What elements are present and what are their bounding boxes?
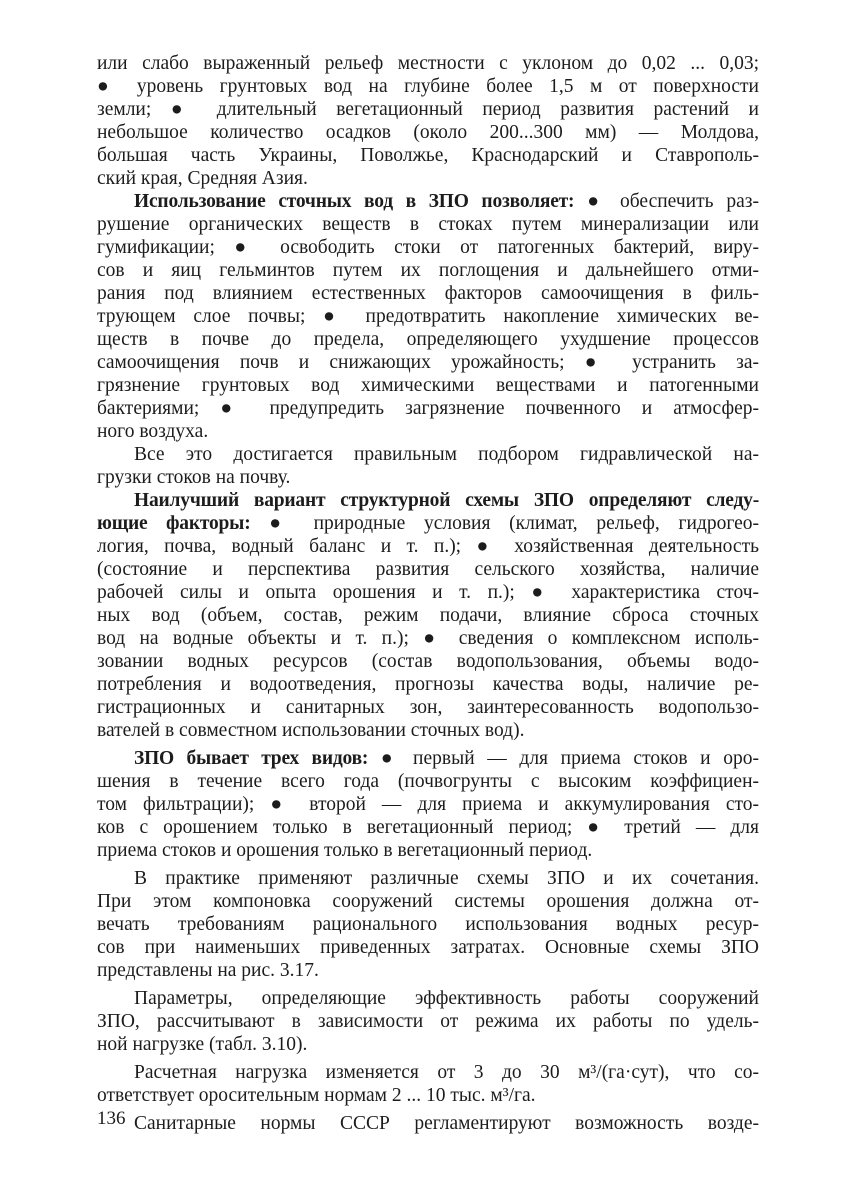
line-text: трующем слое почвы; ● предотвратить накопление химических ве-	[97, 306, 759, 327]
line-text: вечать требованиям рационального использования водных ресур-	[97, 914, 759, 935]
text-line	[97, 236, 759, 259]
line-text: рушение органических веществ в стоках путем минерализации или	[97, 214, 759, 235]
text-line	[97, 328, 759, 351]
line-text: рабочей силы и опыта орошения и т. п.); ● характеристика сточ-	[97, 582, 759, 603]
text-line	[97, 1010, 759, 1033]
line-text: гистрационных и санитарных зон, заинтересованность водопользо-	[97, 697, 759, 718]
paragraph	[97, 443, 759, 489]
line-text: или слабо выраженный рельеф местности с уклоном до 0,02 ... 0,03;	[97, 53, 759, 74]
line-text: ● природные условия (климат, рельеф, гидрогео-	[250, 513, 759, 534]
text-line	[97, 890, 759, 913]
page-number: 136	[97, 1108, 126, 1129]
line-text: рания под влиянием естественных факторов самоочищения в филь-	[97, 283, 759, 304]
text-line	[97, 374, 759, 397]
line-text: представлены на рис. 3.17.	[97, 960, 319, 981]
text-line	[97, 839, 759, 862]
text-line	[97, 144, 759, 167]
line-text: Параметры, определяющие эффективность работы сооружений	[134, 988, 759, 1009]
line-text: том фильтрации); ● второй — для приема и аккумулирования сто-	[97, 794, 759, 815]
text-line	[97, 936, 759, 959]
line-text: грузки стоков на почву.	[97, 467, 291, 488]
text-line	[97, 351, 759, 374]
text-line	[97, 397, 759, 420]
text-line	[97, 98, 759, 121]
line-text: бактериями; ● предупредить загрязнение почвенного и атмосфер-	[97, 398, 759, 419]
line-text: Санитарные нормы СССР регламентируют возможность возде-	[134, 1113, 759, 1134]
line-text: ● первый — для приема стоков и оро-	[368, 748, 759, 769]
line-text: сов при наименьших приведенных затратах. Основные схемы ЗПО	[97, 937, 759, 958]
line-text: ЗПО, рассчитывают в зависимости от режима их работы по удель-	[97, 1011, 759, 1032]
line-text: логия, почва, водный баланс и т. п.); ● хозяйственная деятельность	[97, 536, 759, 557]
text-line	[97, 816, 759, 839]
text-line	[97, 581, 759, 604]
text-line	[97, 512, 759, 535]
text-line	[97, 913, 759, 936]
line-text: ков с орошением только в вегетационный период; ● третий — для	[97, 817, 759, 838]
text-line	[97, 489, 759, 512]
line-text: шения в течение всего года (почвогрунты с высоким коэффициен-	[97, 771, 759, 792]
text-line	[97, 1033, 759, 1056]
text-line	[97, 627, 759, 650]
line-text: сов и яиц гельминтов путем их поглощения и дальнейшего отми-	[97, 260, 759, 281]
bold-lead-text: ющие факторы:	[97, 513, 251, 534]
line-text: Расчетная нагрузка изменяется от 3 до 30 м³/(га·сут), что со-	[134, 1062, 759, 1083]
text-line	[97, 719, 759, 742]
text-line	[97, 959, 759, 982]
paragraph	[97, 489, 759, 742]
line-text: зовании водных ресурсов (состав водопользования, объемы водо-	[97, 651, 759, 672]
text-line	[97, 1112, 759, 1135]
page-body	[97, 52, 759, 1135]
paragraph	[97, 52, 759, 190]
text-line	[97, 190, 759, 213]
text-line	[97, 259, 759, 282]
text-line	[97, 121, 759, 144]
paragraph	[97, 987, 759, 1056]
text-line	[97, 213, 759, 236]
text-line	[97, 305, 759, 328]
bold-lead-text: ЗПО бывает трех видов:	[134, 748, 369, 769]
text-line	[97, 52, 759, 75]
text-line	[97, 282, 759, 305]
line-text: ● обеспечить раз-	[574, 191, 760, 212]
line-text: ной нагрузке (табл. 3.10).	[97, 1034, 308, 1055]
text-line	[97, 867, 759, 890]
text-line	[97, 770, 759, 793]
line-text: ных вод (объем, состав, режим подачи, влияние сброса сточных	[97, 605, 759, 626]
bold-lead-text: Использование сточных вод в ЗПО позволяет:	[134, 191, 575, 212]
text-line	[97, 420, 759, 443]
line-text: гумификации; ● освободить стоки от патогенных бактерий, виру-	[97, 237, 759, 258]
text-line	[97, 650, 759, 673]
paragraph	[97, 190, 759, 443]
text-line	[97, 466, 759, 489]
paragraph	[97, 867, 759, 982]
text-line	[97, 75, 759, 98]
text-line	[97, 793, 759, 816]
paragraph	[97, 1061, 759, 1107]
line-text: ществ в почве до предела, определяющего ухудшение процессов	[97, 329, 759, 350]
line-text: ного воздуха.	[97, 421, 209, 442]
text-line	[97, 535, 759, 558]
line-text: ский края, Средняя Азия.	[97, 168, 308, 189]
line-text: В практике применяют различные схемы ЗПО и их сочетания.	[134, 868, 759, 889]
text-line	[97, 443, 759, 466]
line-text: грязнение грунтовых вод химическими веществами и патогенными	[97, 375, 759, 396]
line-text: (состояние и перспектива развития сельского хозяйства, наличие	[97, 559, 759, 580]
line-text: При этом компоновка сооружений системы орошения должна от-	[97, 891, 759, 912]
text-line	[97, 604, 759, 627]
line-text: ответствует оросительным нормам 2 ... 10 тыс. м³/га.	[97, 1085, 536, 1106]
text-line	[97, 167, 759, 190]
line-text: приема стоков и орошения только в вегетационный период.	[97, 840, 593, 861]
bold-lead-text: Наилучший вариант структурной схемы ЗПО определяют следу-	[134, 490, 759, 511]
text-line	[97, 987, 759, 1010]
line-text: самоочищения почв и снижающих урожайность; ● устранить за-	[97, 352, 759, 373]
line-text: потребления и водоотведения, прогнозы качества воды, наличие ре-	[97, 674, 759, 695]
line-text: вателей в совместном использовании сточных вод).	[97, 720, 525, 741]
paragraph	[97, 747, 759, 862]
line-text: земли; ● длительный вегетационный период развития растений и	[97, 99, 759, 120]
text-line	[97, 1061, 759, 1084]
line-text: Все это достигается правильным подбором гидравлической на-	[134, 444, 759, 465]
line-text: вод на водные объекты и т. п.); ● сведения о комплексном исполь-	[97, 628, 759, 649]
text-line	[97, 558, 759, 581]
line-text: ● уровень грунтовых вод на глубине более 1,5 м от поверхности	[97, 76, 759, 97]
line-text: небольшое количество осадков (около 200...300 мм) — Молдова,	[97, 122, 759, 143]
line-text: большая часть Украины, Поволжье, Краснодарский и Ставрополь-	[97, 145, 759, 166]
text-line	[97, 747, 759, 770]
text-line	[97, 1084, 759, 1107]
text-line	[97, 673, 759, 696]
text-line	[97, 696, 759, 719]
paragraph	[97, 1112, 759, 1135]
